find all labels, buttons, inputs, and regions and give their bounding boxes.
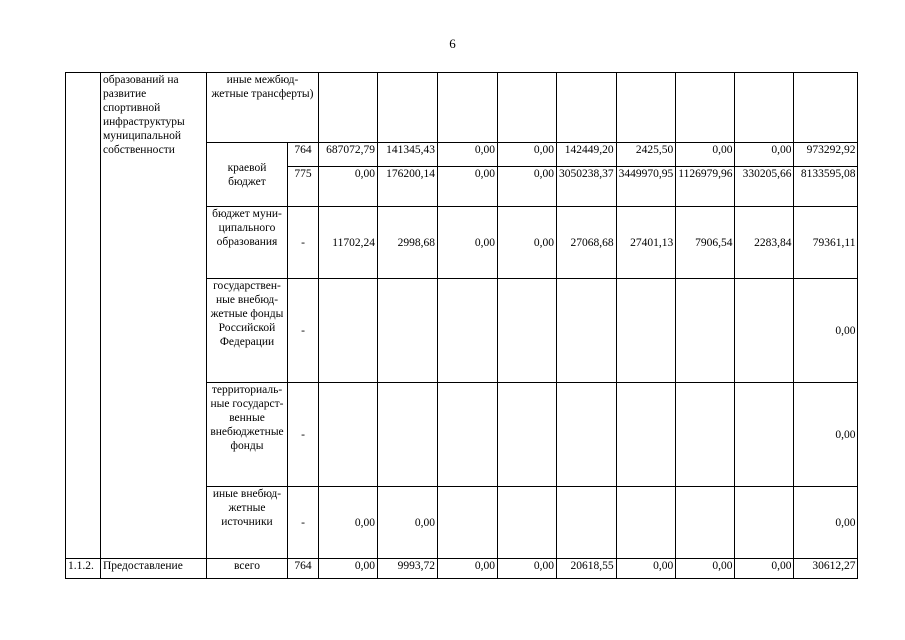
value-cell bbox=[498, 73, 557, 143]
value-cell: 8133595,08 bbox=[794, 167, 858, 207]
value-cell bbox=[616, 73, 676, 143]
value-cell bbox=[438, 487, 498, 559]
value-cell bbox=[498, 383, 557, 487]
row-number-cell bbox=[66, 73, 101, 559]
value-cell: 141345,43 bbox=[378, 143, 438, 167]
event-name-cell: образований на развитие спортивной инфраструктуры муниципальной собственности bbox=[101, 73, 207, 559]
value-cell: 0,00 bbox=[438, 207, 498, 279]
value-cell: 2998,68 bbox=[378, 207, 438, 279]
value-cell: 0,00 bbox=[438, 559, 498, 579]
value-cell bbox=[438, 279, 498, 383]
funding-source: иные внебюд-жетные источники bbox=[207, 487, 288, 559]
value-cell bbox=[557, 279, 617, 383]
value-cell: 687072,79 bbox=[319, 143, 378, 167]
value-cell: 0,00 bbox=[676, 143, 735, 167]
value-cell: 20618,55 bbox=[557, 559, 617, 579]
row-number-cell: 1.1.2. bbox=[66, 559, 101, 579]
value-cell bbox=[498, 279, 557, 383]
value-cell: 0,00 bbox=[378, 487, 438, 559]
value-cell: 0,00 bbox=[498, 167, 557, 207]
total-cell: 0,00 bbox=[794, 279, 858, 383]
value-cell: 0,00 bbox=[319, 487, 378, 559]
value-cell: 0,00 bbox=[676, 559, 735, 579]
value-cell: 27401,13 bbox=[616, 207, 676, 279]
funding-source: краевой бюджет bbox=[207, 143, 288, 207]
value-cell: 0,00 bbox=[319, 167, 378, 207]
code-cell: - bbox=[288, 487, 319, 559]
value-cell: 2283,84 bbox=[735, 207, 794, 279]
value-cell bbox=[735, 487, 794, 559]
value-cell: 11702,24 bbox=[319, 207, 378, 279]
value-cell bbox=[438, 73, 498, 143]
value-cell bbox=[616, 279, 676, 383]
value-cell: 3449970,95 bbox=[616, 167, 676, 207]
value-cell: 0,00 bbox=[319, 559, 378, 579]
funding-source: иные межбюд-жетные трансферты) bbox=[207, 73, 319, 143]
value-cell: 0,00 bbox=[438, 167, 498, 207]
value-cell bbox=[735, 73, 794, 143]
value-cell bbox=[735, 279, 794, 383]
value-cell: 30612,27 bbox=[794, 559, 858, 579]
code-cell: 775 bbox=[288, 167, 319, 207]
value-cell bbox=[676, 279, 735, 383]
value-cell: 3050238,37 bbox=[557, 167, 617, 207]
table-row bbox=[66, 559, 858, 579]
code-cell: - bbox=[288, 383, 319, 487]
event-name-cell: Предоставление bbox=[101, 559, 207, 579]
value-cell bbox=[319, 73, 378, 143]
funding-source: государствен-ные внебюд-жетные фонды Российской Федерации bbox=[207, 279, 288, 383]
value-cell bbox=[557, 487, 617, 559]
value-cell bbox=[378, 383, 438, 487]
funding-source: бюджет муни-ципального образования bbox=[207, 207, 288, 279]
value-cell bbox=[319, 383, 378, 487]
funding-source: всего bbox=[207, 559, 288, 579]
value-cell: 1126979,96 bbox=[676, 167, 735, 207]
value-cell bbox=[438, 383, 498, 487]
value-cell bbox=[676, 487, 735, 559]
value-cell bbox=[616, 383, 676, 487]
total-cell: 0,00 bbox=[794, 383, 858, 487]
value-cell bbox=[557, 73, 617, 143]
code-cell: 764 bbox=[288, 143, 319, 167]
value-cell: 79361,11 bbox=[794, 207, 858, 279]
value-cell: 0,00 bbox=[498, 143, 557, 167]
value-cell bbox=[378, 73, 438, 143]
value-cell: 0,00 bbox=[616, 559, 676, 579]
code-cell: 764 bbox=[288, 559, 319, 579]
code-cell: - bbox=[288, 207, 319, 279]
value-cell: 176200,14 bbox=[378, 167, 438, 207]
value-cell: 2425,50 bbox=[616, 143, 676, 167]
value-cell bbox=[378, 279, 438, 383]
value-cell: 142449,20 bbox=[557, 143, 617, 167]
value-cell: 973292,92 bbox=[794, 143, 858, 167]
value-cell bbox=[676, 383, 735, 487]
value-cell bbox=[735, 383, 794, 487]
value-cell: 0,00 bbox=[498, 559, 557, 579]
value-cell bbox=[319, 279, 378, 383]
funding-source: территориаль-ные государст-венные внебюджетные фонды bbox=[207, 383, 288, 487]
value-cell bbox=[794, 73, 858, 143]
page-number: 6 bbox=[449, 36, 456, 51]
value-cell: 0,00 bbox=[735, 559, 794, 579]
table-row bbox=[66, 73, 858, 143]
code-cell: - bbox=[288, 279, 319, 383]
value-cell bbox=[498, 487, 557, 559]
value-cell bbox=[616, 487, 676, 559]
value-cell: 7906,54 bbox=[676, 207, 735, 279]
value-cell bbox=[676, 73, 735, 143]
value-cell: 0,00 bbox=[735, 143, 794, 167]
value-cell: 0,00 bbox=[438, 143, 498, 167]
budget-table bbox=[65, 72, 858, 579]
value-cell: 0,00 bbox=[498, 207, 557, 279]
value-cell: 9993,72 bbox=[378, 559, 438, 579]
total-cell: 0,00 bbox=[794, 487, 858, 559]
value-cell: 330205,66 bbox=[735, 167, 794, 207]
value-cell bbox=[557, 383, 617, 487]
value-cell: 27068,68 bbox=[557, 207, 617, 279]
